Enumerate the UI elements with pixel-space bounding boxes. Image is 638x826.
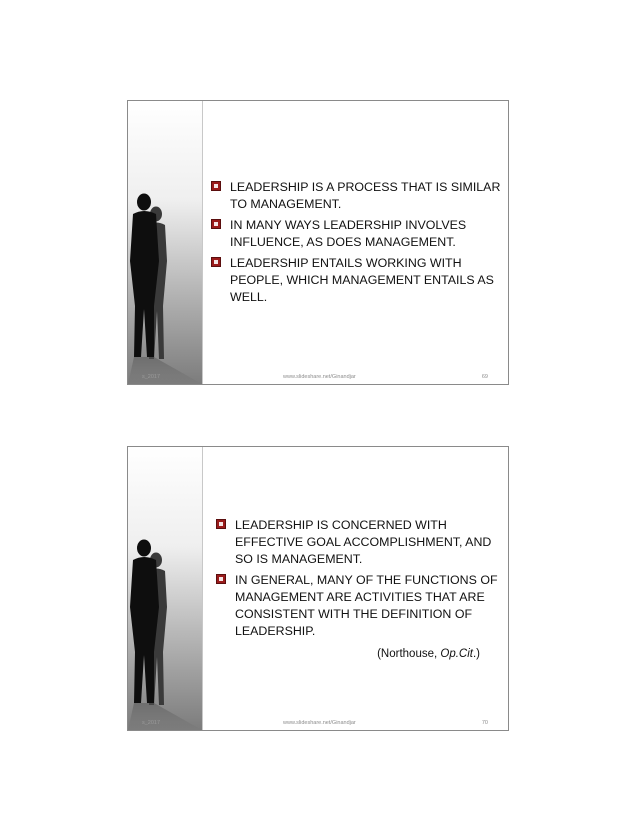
checkbox-bullet-icon [211,181,221,191]
slide-footer [128,716,508,730]
bullet-item [216,517,501,568]
footer-url: www.slideshare.net/Ginandjar [283,720,356,726]
bullet-text: LEADERSHIP ENTAILS WORKING WITH PEOPLE, WHICH MANAGEMENT ENTAILS AS WELL. [230,256,494,304]
slide-footer [128,370,508,384]
citation-open: (Northouse, [377,648,441,660]
bullet-text: LEADERSHIP IS A PROCESS THAT IS SIMILAR TO MANAGEMENT. [230,180,501,211]
checkbox-bullet-icon [211,257,221,267]
bullet-list [211,179,501,310]
bullet-text: IN MANY WAYS LEADERSHIP INVOLVES INFLUENCE, AS DOES MANAGEMENT. [230,218,467,249]
slide-70 [127,446,509,731]
bullet-text: IN GENERAL, MANY OF THE FUNCTIONS OF MANAGEMENT ARE ACTIVITIES THAT ARE CONSISTENT WITH THE DEFINITION OF LEADERSHIP. [235,573,498,638]
footer-url: www.slideshare.net/Ginandjar [283,374,356,380]
citation [377,648,480,660]
panel-divider [202,447,203,730]
panel-divider [202,101,203,384]
footer-date: s_2017 [142,374,161,380]
checkbox-bullet-icon [211,219,221,229]
bullet-text: LEADERSHIP IS CONCERNED WITH EFFECTIVE GOAL ACCOMPLISHMENT, AND SO IS MANAGEMENT. [235,518,492,566]
checkbox-bullet-icon [216,519,226,529]
silhouette-figures-image [128,447,202,730]
citation-close: .) [472,648,480,660]
bullet-item [216,572,501,640]
citation-italic: Op.Cit [440,648,473,660]
silhouette-figures-image [128,101,202,384]
bullet-item [211,217,501,251]
footer-page-number: 69 [481,374,488,380]
footer-date: s_2017 [142,720,161,726]
bullet-item [211,255,501,306]
bullet-item [211,179,501,213]
slide-69 [127,100,509,385]
bullet-list [216,517,501,644]
footer-page-number: 70 [481,720,488,726]
checkbox-bullet-icon [216,574,226,584]
